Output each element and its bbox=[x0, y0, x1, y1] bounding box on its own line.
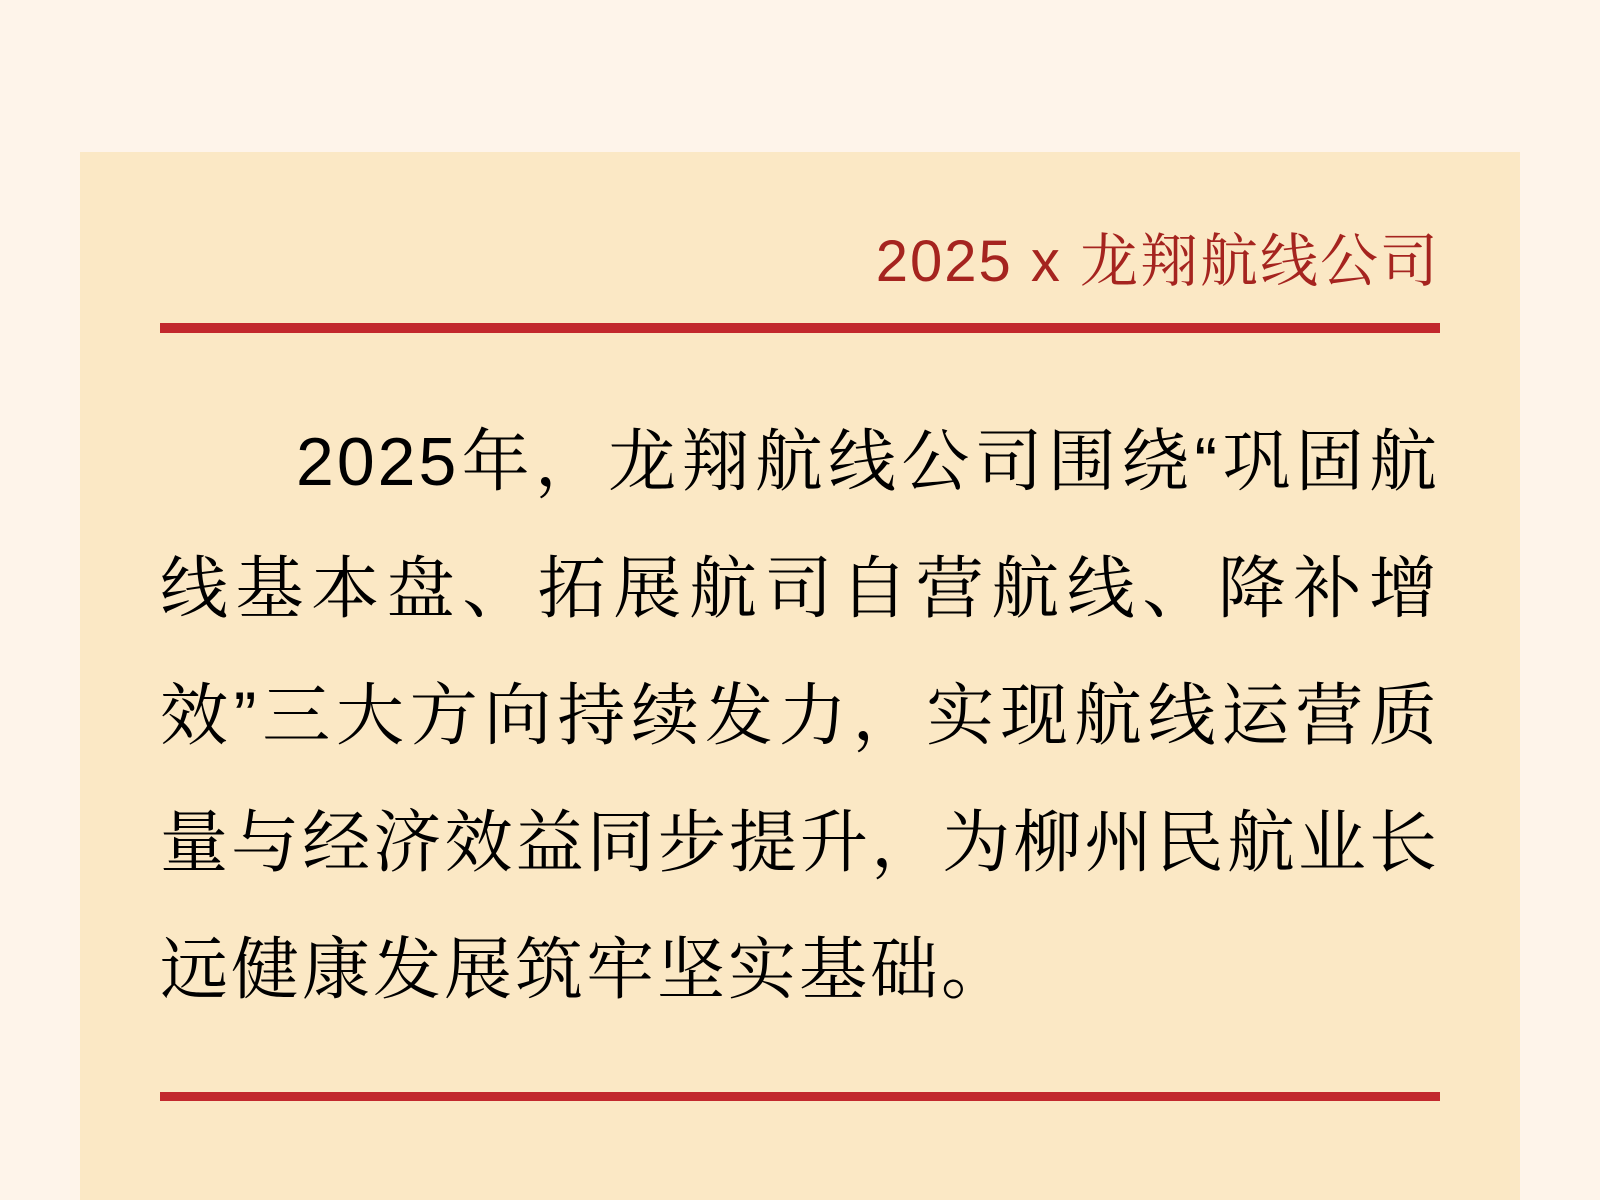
body-paragraph: 2025年，龙翔航线公司围绕“巩固航线基本盘、拓展航司自营航线、降补增效”三大方向持续发力，实现航线运营质量与经济效益同步提升，为柳州民航业长远健康发展筑牢坚实基础。 bbox=[160, 424, 1440, 1008]
page-title: 2025 x 龙翔航线公司 bbox=[875, 229, 1440, 294]
content-card bbox=[80, 152, 1520, 1200]
bottom-divider bbox=[160, 1092, 1440, 1101]
top-divider bbox=[160, 323, 1440, 333]
